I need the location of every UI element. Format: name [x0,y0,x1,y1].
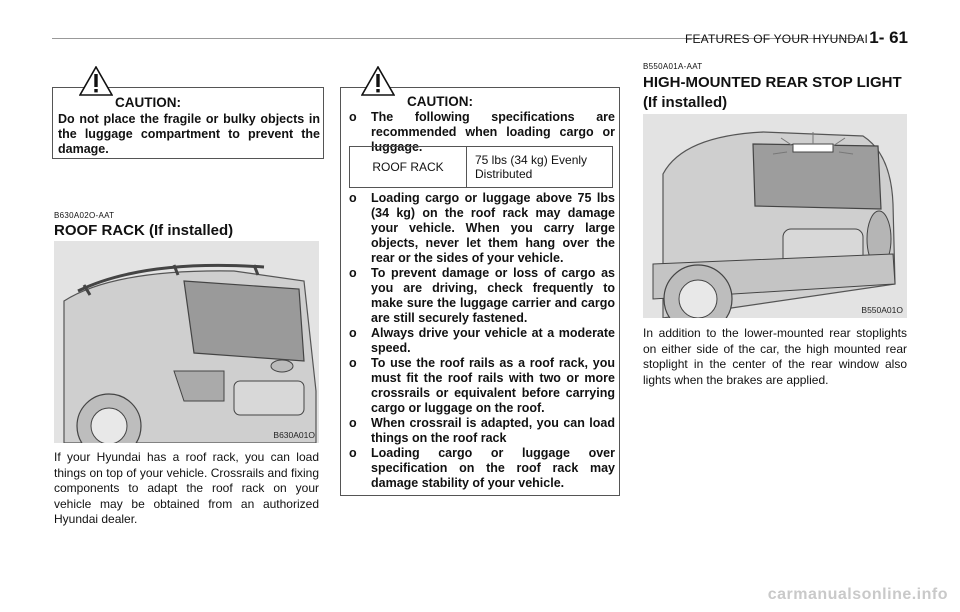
caution-box-middle [340,87,620,496]
caution-box-left [52,87,324,159]
caution-text: Do not place the fragile or bulky objects in the luggage compartment to prevent the damage. [58,112,320,156]
section-title: ROOF RACK (If installed) [54,222,234,239]
list-item: o Always drive your vehicle at a moderate speed. [349,326,615,355]
list-item: o To use the roof rails as a roof rack, you must fit the roof rails with two or more crossrails or equivalent before carrying cargo or luggage on the roof. [349,356,615,415]
warning-icon [79,66,113,96]
list-item: o When crossrail is adapted, you can load things on the roof rack [349,416,615,445]
stop-light-body: In addition to the lower-mounted rear stoplights on either side of the car, the high mounted rear stoplight in the center of the rear window also lights when the brakes are applied. [643,326,907,387]
watermark: carmanualsonline.info [767,586,948,603]
list-item: o To prevent damage or loss of cargo as you are driving, check frequently to make sure the luggage carrier and cargo are still securely fastened. [349,266,615,325]
section-code: B550A01A-AAT [643,62,703,71]
spec-value: 75 lbs (34 kg) Evenly Distributed [467,147,613,188]
caution-bullets [349,191,615,491]
stop-light-illustration [643,114,907,318]
list-item: o Loading cargo or luggage over specification on the roof rack may damage stability of your vehicle. [349,446,615,490]
spec-table [349,146,613,188]
section-code: B630A02O-AAT [54,211,115,220]
section-title-sub: (If installed) [643,94,728,111]
roof-rack-body: If your Hyundai has a roof rack, you can load things on top of your vehicle. Crossrails and fixing components to adapt the roof rack on your vehicle may be obtained from an authorized Hyundai dealer. [54,450,319,526]
roof-rack-illustration [54,241,319,443]
header-section: FEATURES OF YOUR HYUNDAI [684,32,868,46]
section-title: HIGH-MOUNTED REAR STOP LIGHT [643,74,902,91]
caution-title: CAUTION: [407,94,473,109]
caution-intro: o The following specifications are recommended when loading cargo or luggage. [349,110,615,154]
spec-label: ROOF RACK [350,147,467,188]
list-item: o Loading cargo or luggage above 75 lbs (34 kg) on the roof rack may damage your vehicle. When you carry large objects, never let them hang over the rear or the sides of your vehicle. [349,191,615,265]
image-label: B630A01O [273,430,315,440]
image-label: B550A01O [861,305,903,315]
caution-intro-text: The following specifications are recommended when loading cargo or luggage. [371,110,615,154]
caution-title: CAUTION: [115,95,181,110]
page-number: 1- 61 [869,28,908,47]
warning-icon [361,66,395,96]
